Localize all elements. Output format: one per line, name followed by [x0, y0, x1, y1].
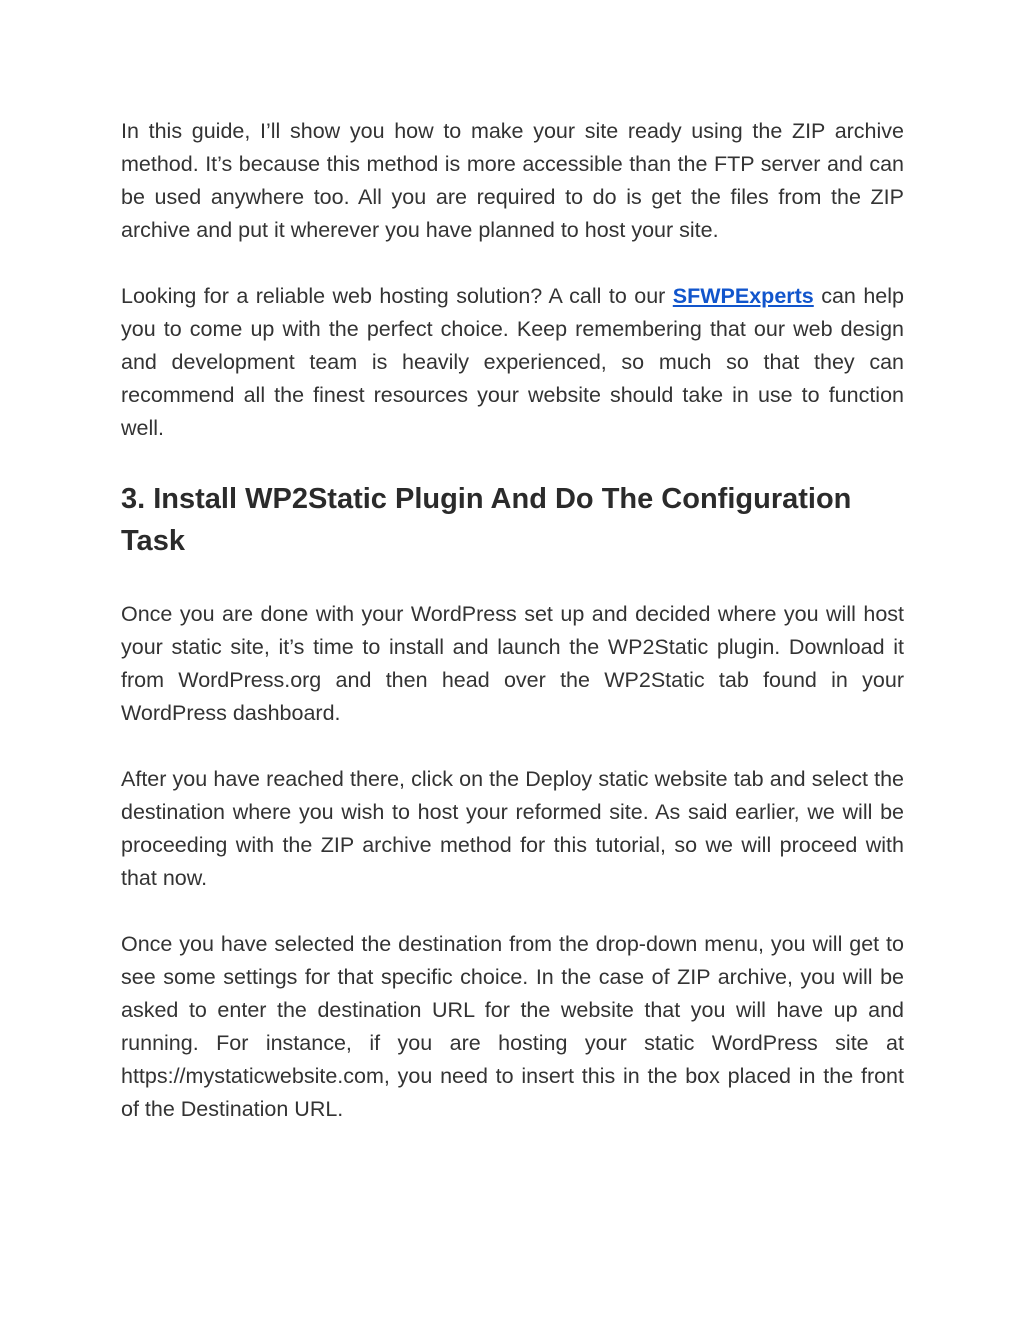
hosting-paragraph-text-start: Looking for a reliable web hosting solution? A call to our — [121, 284, 673, 308]
hosting-paragraph — [121, 280, 904, 445]
section-heading: 3. Install WP2Static Plugin And Do The Configuration Task — [121, 483, 852, 557]
sfwpexperts-link[interactable]: SFWPExperts — [672, 284, 814, 308]
hosting-paragraph-text-end: can help you to come up with the perfect choice. Keep remembering that our web design and development team is heavily experienced, so much so that they can recommend all the finest resources your website should take in use to function well. — [121, 284, 904, 440]
install-paragraph: Once you are done with your WordPress set up and decided where you will host your static site, it’s time to install and launch the WP2Static plugin. Download it from WordPress.org and then head over the WP2Static tab found in your WordPress dashboard. — [121, 602, 904, 725]
intro-paragraph: In this guide, I’ll show you how to make your site ready using the ZIP archive method. It’s because this method is more accessible than the FTP server and can be used anywhere too. All you are required to do is get the files from the ZIP archive and put it wherever you have planned to host your site. — [121, 119, 904, 242]
deploy-paragraph: After you have reached there, click on the Deploy static website tab and select the destination where you wish to host your reformed site. As said earlier, we will be proceeding with the ZIP archive method for this tutorial, so we will proceed with that now. — [121, 767, 904, 890]
document-page — [121, 115, 904, 1159]
destination-paragraph: Once you have selected the destination from the drop-down menu, you will get to see some settings for that specific choice. In the case of ZIP archive, you will be asked to enter the destination URL for the website that you will have up and running. For instance, if you are hosting your static WordPress site at https://mystaticwebsite.com, you need to insert this in the box placed in the front of the Destination URL. — [121, 932, 904, 1121]
